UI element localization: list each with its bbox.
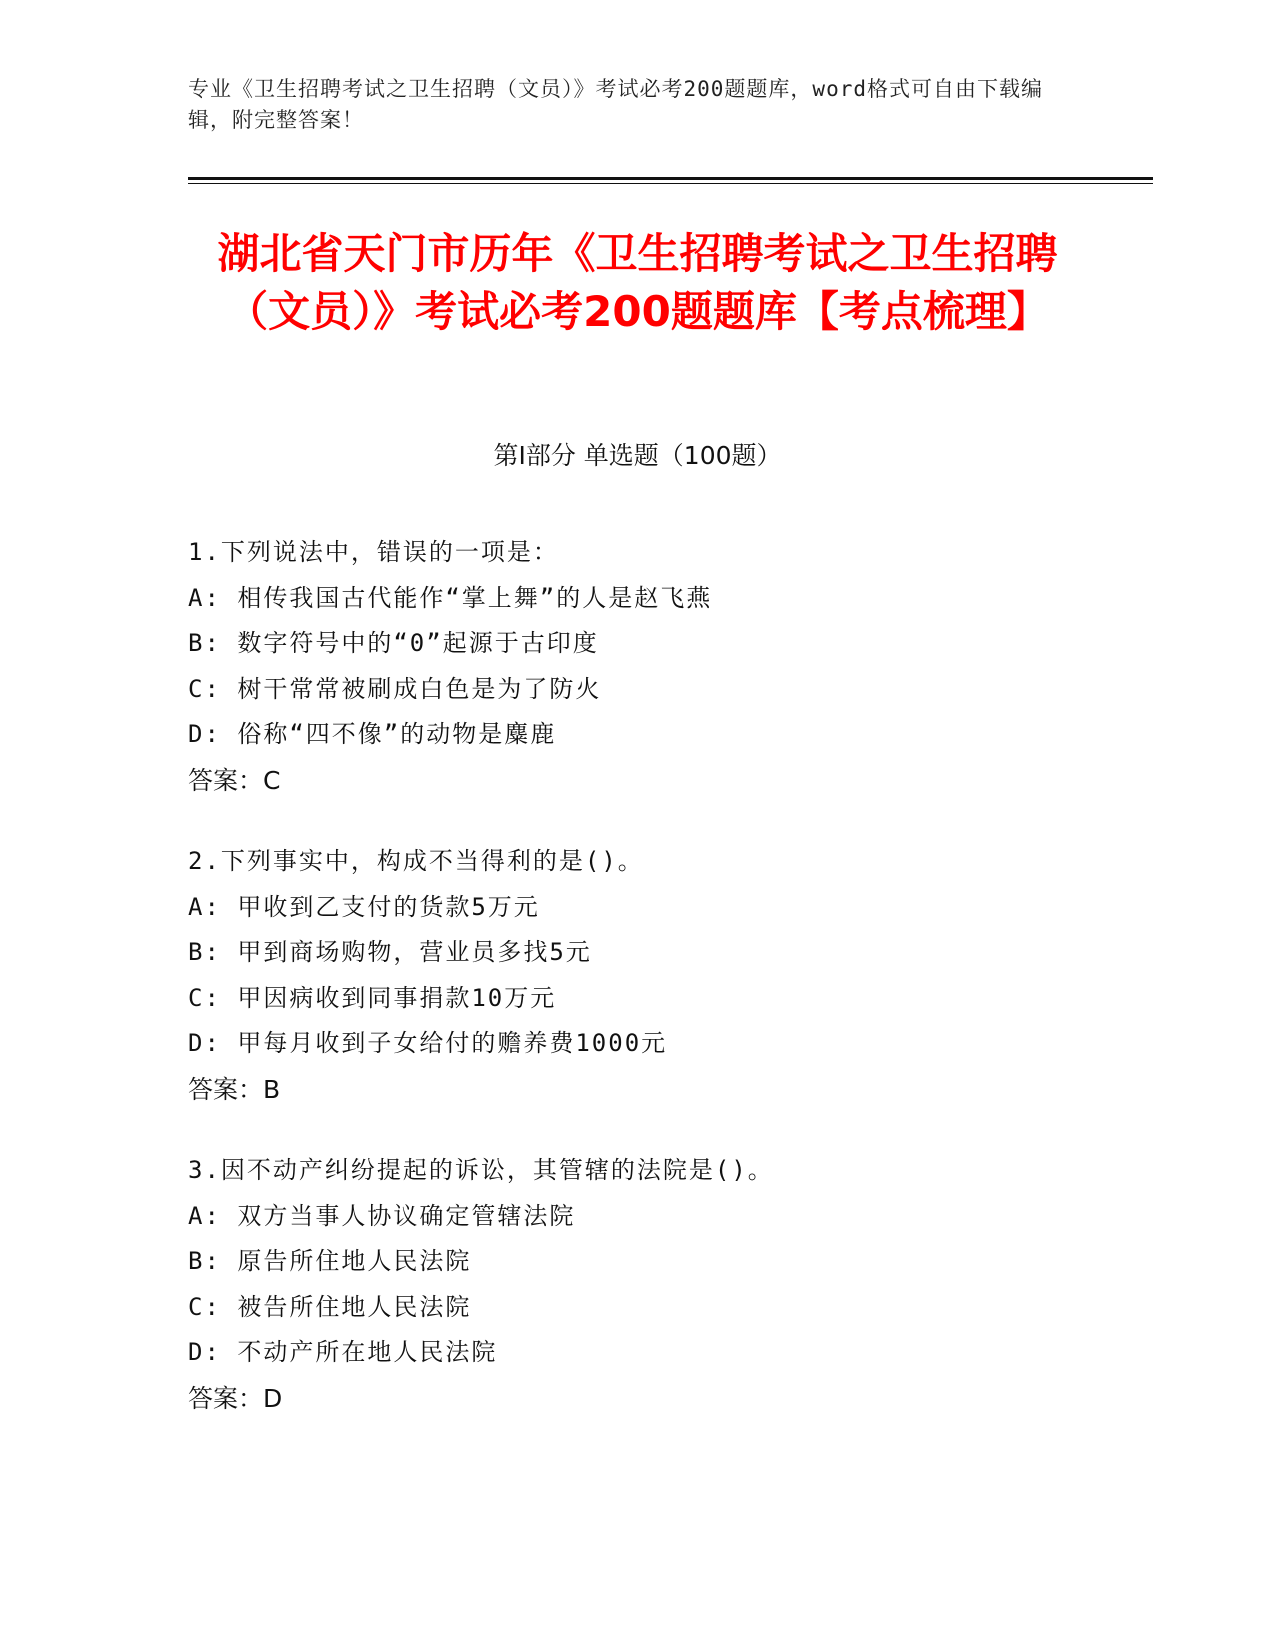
header-divider-thick [188,177,1153,180]
question-item [188,839,1138,1112]
answer-line: 答案：D [188,1383,283,1413]
question-stem: 1.下列说法中，错误的一项是： [188,538,559,566]
option-b: B: 甲到商场购物，营业员多找5元 [188,938,592,966]
section-title: 第Ⅰ部分 单选题（100题） [493,441,782,470]
option-c: C: 甲因病收到同事捐款10万元 [188,983,557,1012]
option-c: C: 被告所住地人民法院 [188,1292,472,1321]
option-d: D: 甲每月收到子女给付的赡养费1000元 [188,1029,668,1057]
question-item [188,1148,1138,1421]
question-stem: 2.下列事实中，构成不当得利的是()。 [188,847,644,875]
question-item [188,530,1138,803]
option-c: C: 树干常常被刷成白色是为了防火 [188,674,602,703]
option-b: B: 原告所住地人民法院 [188,1247,472,1275]
answer-line: 答案：C [188,765,281,795]
option-d: D: 俗称“四不像”的动物是麋鹿 [188,720,557,748]
option-a: A: 相传我国古代能作“掌上舞”的人是赵飞燕 [188,583,713,612]
header-note: 专业《卫生招聘考试之卫生招聘（文员）》考试必考200题题库，word格式可自由下载编辑，附完整答案！ [188,77,1043,132]
option-a: A: 甲收到乙支付的货款5万元 [188,892,540,921]
option-d: D: 不动产所在地人民法院 [188,1338,498,1366]
question-stem: 3.因不动产纠纷提起的诉讼，其管辖的法院是()。 [188,1156,774,1184]
question-list [188,530,1138,1457]
answer-line: 答案：B [188,1074,281,1104]
header-divider-thin [188,183,1153,184]
document-title: 湖北省天门市历年《卫生招聘考试之卫生招聘（文员）》考试必考200题题库【考点梳理】 [217,229,1058,336]
option-a: A: 双方当事人协议确定管辖法院 [188,1201,576,1230]
option-b: B: 数字符号中的“0”起源于古印度 [188,629,599,657]
